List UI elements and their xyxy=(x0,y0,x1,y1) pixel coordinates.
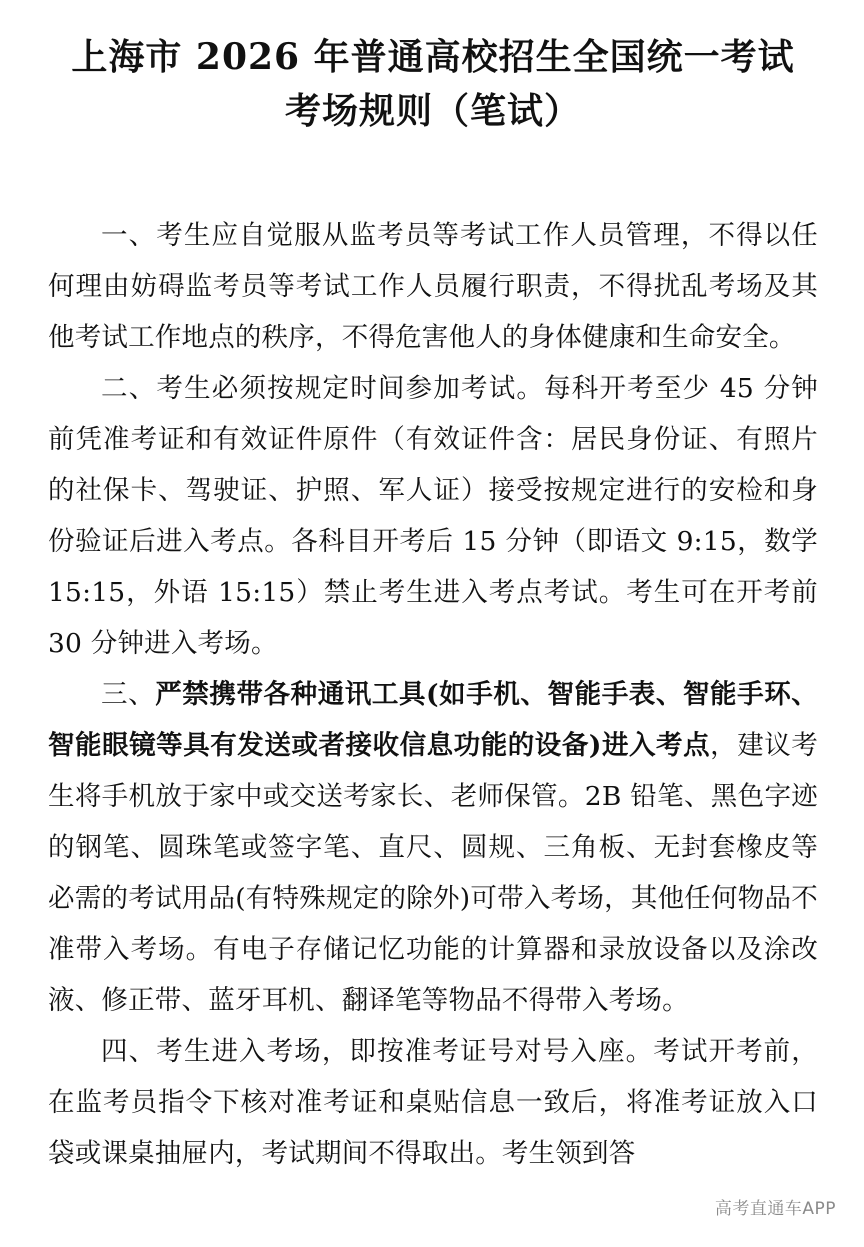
rule-paragraph-1: 一、考生应自觉服从监考员等考试工作人员管理，不得以任何理由妨碍监考员等考试工作人员履行职责，不得扰乱考场及其他考试工作地点的秩序，不得危害他人的身体健康和生命安全。 xyxy=(48,220,818,353)
rule-paragraph-3-rest: ，建议考生将手机放于家中或交送考家长、老师保管。2B 铅笔、黑色字迹的钢笔、圆珠笔或签字笔、直尺、圆规、三角板、无封套橡皮等必需的考试用品(有特殊规定的除外)可带入考场，其他任何物品不准带入考场。有电子存储记忆功能的计算器和录放设备以及涂改液、修正带、蓝牙耳机、翻译笔等物品不得带入考场。 xyxy=(48,730,818,1016)
title-line-1: 上海市 2026 年普通高校招生全国统一考试 xyxy=(71,36,795,78)
document-body xyxy=(48,210,818,1179)
rule-paragraph-4: 四、考生进入考场，即按准考证号对号入座。考试开考前，在监考员指令下核对准考证和桌贴信息一致后，将准考证放入口袋或课桌抽屉内，考试期间不得取出。考生领到答 xyxy=(48,1036,818,1169)
document-title xyxy=(48,30,818,138)
rule-paragraph-3 xyxy=(48,669,818,1026)
title-line-2: 考场规则（笔试） xyxy=(284,90,581,132)
rule-paragraph-3-prefix: 三、 xyxy=(101,679,156,710)
watermark: 高考直通车APP xyxy=(714,1199,836,1219)
rule-paragraph-3-bold: 严禁携带各种通讯工具(如手机、智能手表、智能手环、智能眼镜等具有发送或者接收信息功能的设备)进入考点 xyxy=(48,679,818,761)
rule-paragraph-2: 二、考生必须按规定时间参加考试。每科开考至少 45 分钟前凭准考证和有效证件原件（有效证件含：居民身份证、有照片的社保卡、驾驶证、护照、军人证）接受按规定进行的安检和身份验证后进入考点。各科目开考后 15 分钟（即语文 9:15，数学 15:15，外语 15:15）禁止考生进入考点考试。考生可在开考前 30 分钟进入考场。 xyxy=(48,373,818,659)
